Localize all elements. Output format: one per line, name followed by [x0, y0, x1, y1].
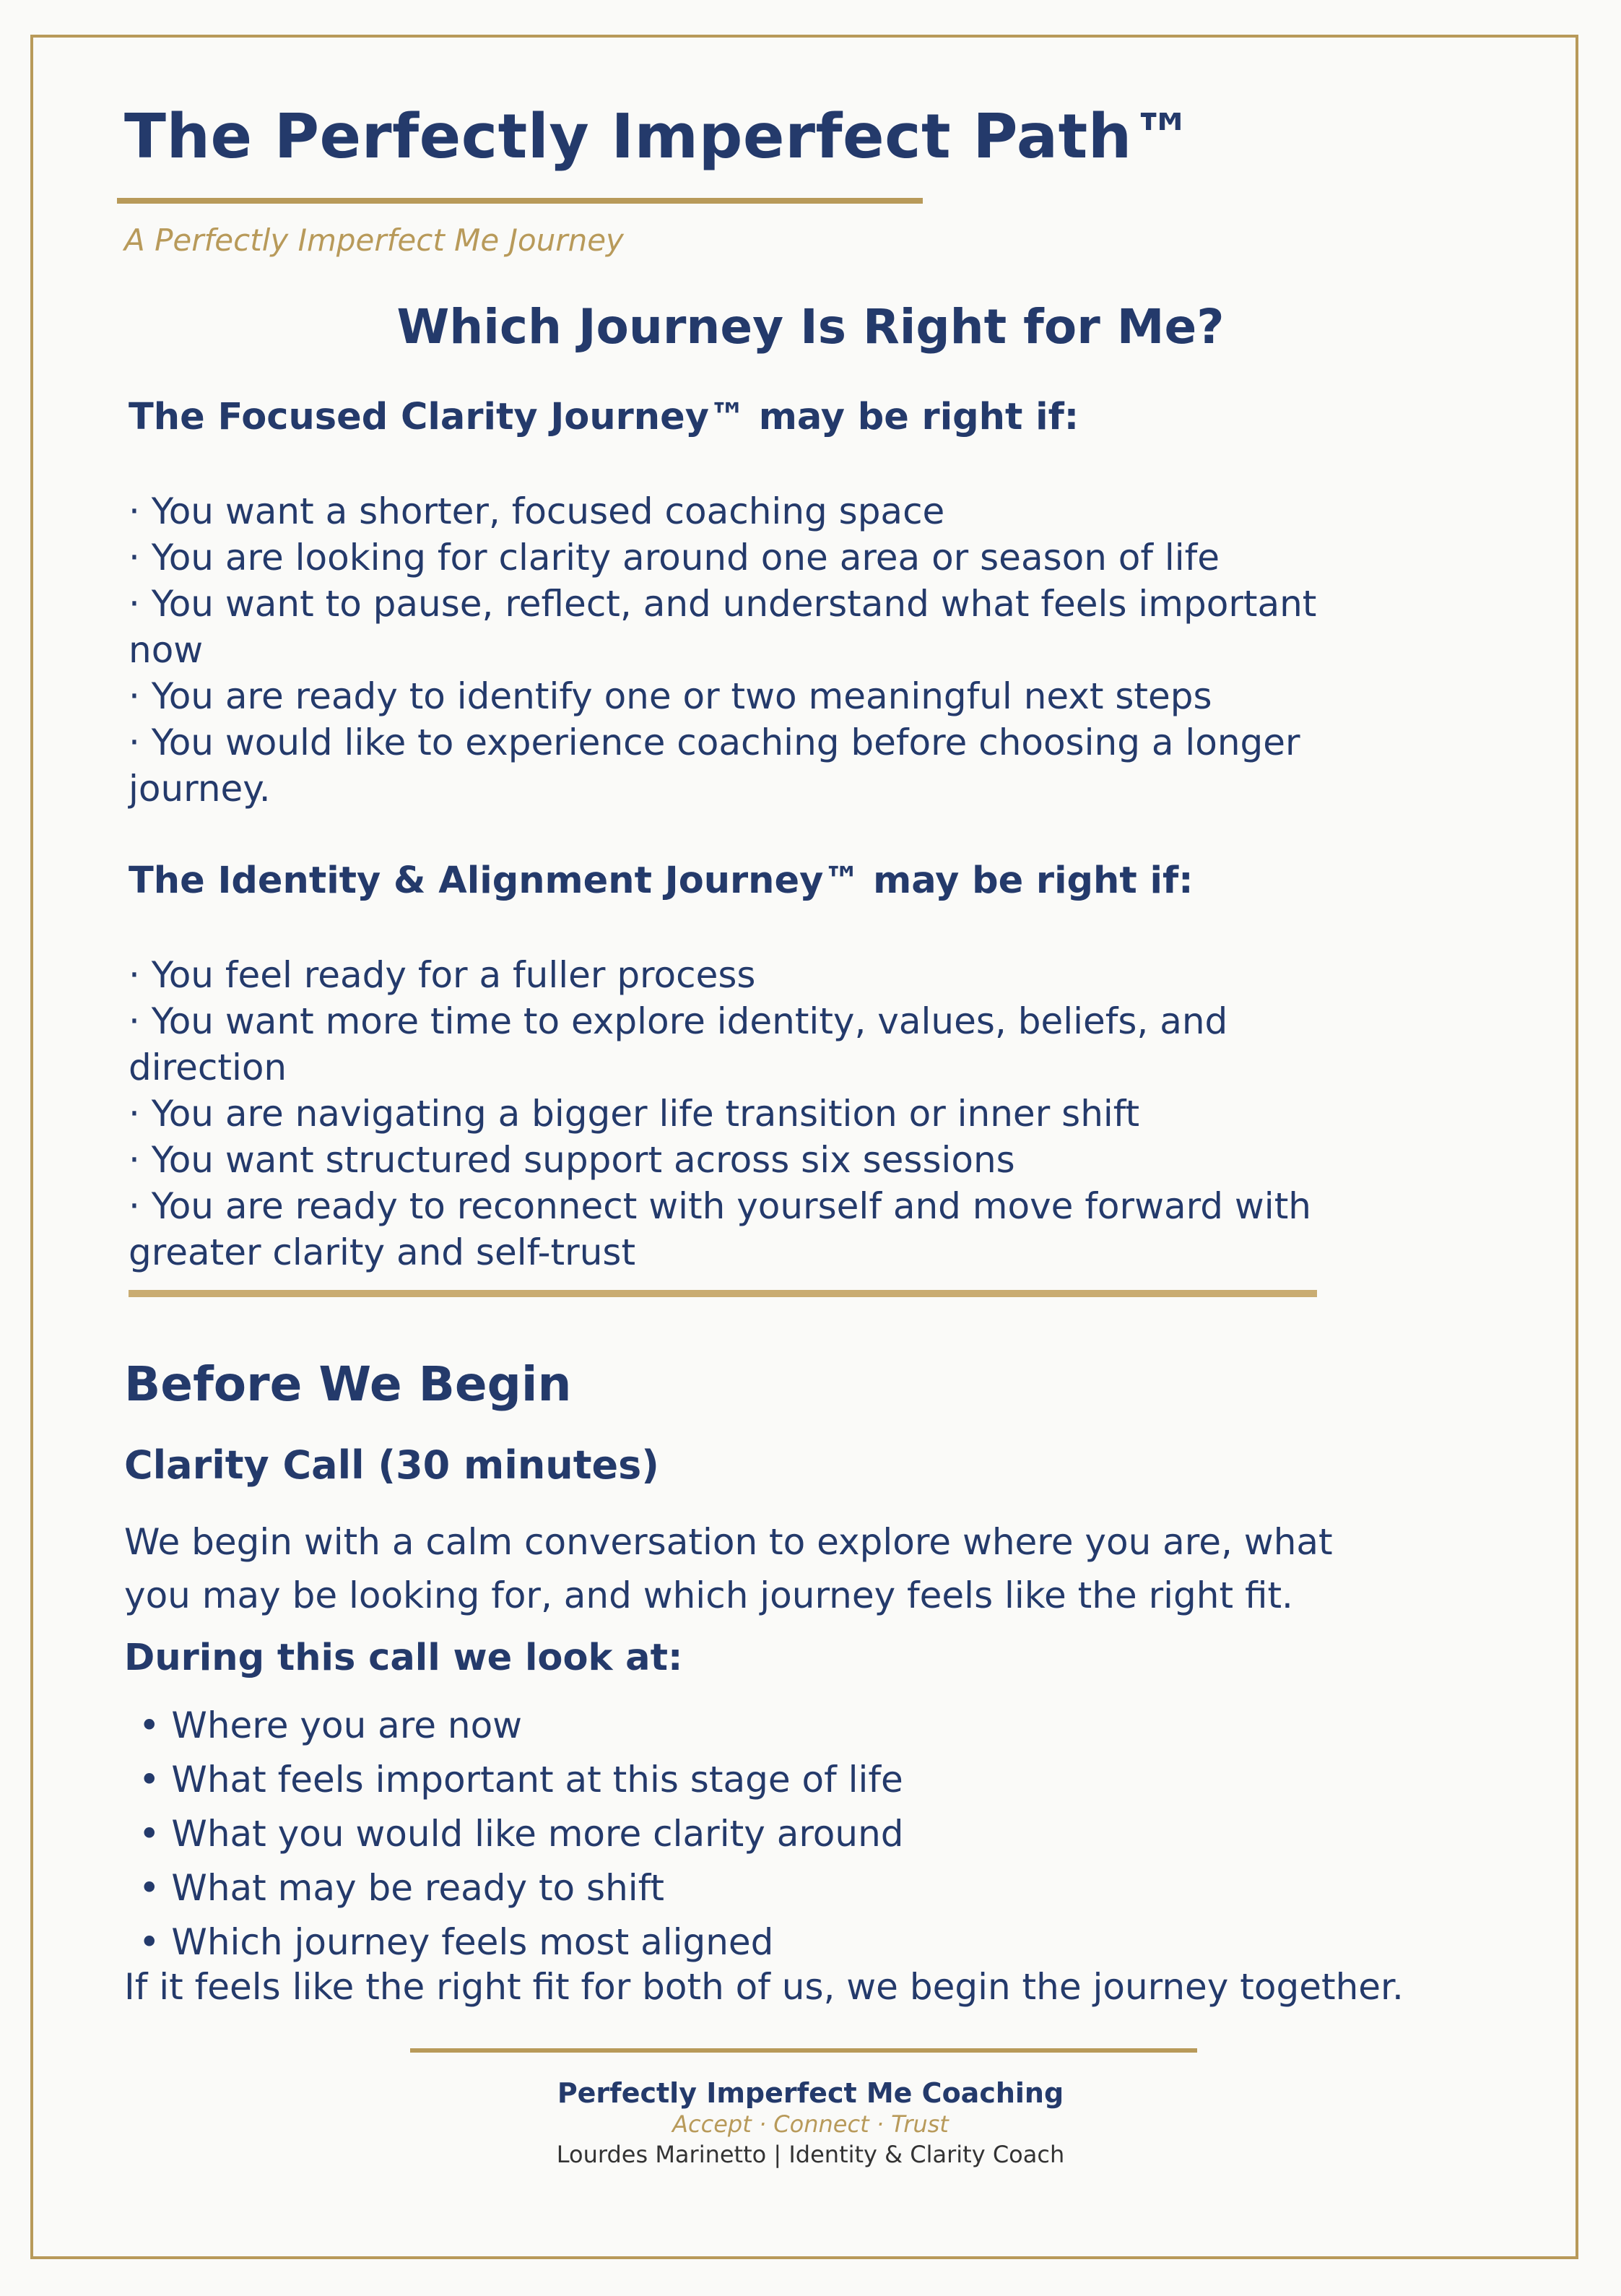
- section-divider: [129, 1290, 1317, 1297]
- before-heading: Before We Begin: [124, 1356, 572, 1412]
- call-topics-list: [139, 1699, 904, 1970]
- title-underline: [117, 198, 923, 204]
- focused-journey-list: [129, 488, 1316, 812]
- list-item: · You are navigating a bigger life transition or inner shift: [129, 1093, 1140, 1135]
- list-item: · You are ready to reconnect with yourself and move forward with: [129, 1185, 1311, 1227]
- list-item: · You want a shorter, focused coaching space: [129, 490, 945, 532]
- footer-divider: [410, 2048, 1197, 2053]
- list-item: journey.: [129, 768, 271, 810]
- list-item: • What may be ready to shift: [139, 1867, 665, 1909]
- list-item: · You would like to experience coaching before choosing a longer: [129, 722, 1300, 763]
- footer-coach-name: Lourdes Marinetto | Identity & Clarity Coach: [556, 2141, 1065, 2168]
- list-item: · You want structured support across six sessions: [129, 1139, 1015, 1181]
- footer-brand: Perfectly Imperfect Me Coaching: [557, 2077, 1064, 2109]
- list-item: • Where you are now: [139, 1704, 523, 1746]
- list-item: greater clarity and self-trust: [129, 1231, 636, 1273]
- clarity-call-intro: [124, 1515, 1333, 1622]
- list-item: direction: [129, 1047, 287, 1088]
- list-item: · You are ready to identify one or two meaningful next steps: [129, 675, 1212, 717]
- list-item: · You want more time to explore identity, values, beliefs, and: [129, 1000, 1228, 1042]
- list-item: now: [129, 629, 204, 671]
- clarity-call-title: Clarity Call (30 minutes): [124, 1442, 659, 1488]
- journey-heading: Which Journey Is Right for Me?: [396, 299, 1225, 355]
- tagline: A Perfectly Imperfect Me Journey: [124, 222, 624, 258]
- intro-line: you may be looking for, and which journey feels like the right fit.: [124, 1574, 1293, 1616]
- identity-journey-title: The Identity & Alignment Journey™ may be right if:: [129, 859, 1194, 902]
- list-item: · You feel ready for a fuller process: [129, 954, 756, 996]
- footer-motto: Accept · Connect · Trust: [672, 2110, 949, 2138]
- closing-statement: If it feels like the right fit for both of us, we begin the journey together.: [124, 1966, 1404, 2008]
- intro-line: We begin with a calm conversation to explore where you are, what: [124, 1521, 1333, 1563]
- call-topics-title: During this call we look at:: [124, 1637, 683, 1679]
- list-item: • Which journey feels most aligned: [139, 1921, 774, 1963]
- focused-journey-title: The Focused Clarity Journey™ may be right if:: [129, 396, 1079, 438]
- list-item: · You want to pause, reflect, and understand what feels important: [129, 583, 1317, 625]
- identity-journey-list: [129, 952, 1311, 1275]
- list-item: • What feels important at this stage of life: [139, 1759, 903, 1801]
- page-title: The Perfectly Imperfect Path™: [124, 101, 1194, 173]
- list-item: · You are looking for clarity around one area or season of life: [129, 537, 1220, 579]
- list-item: • What you would like more clarity around: [139, 1813, 904, 1855]
